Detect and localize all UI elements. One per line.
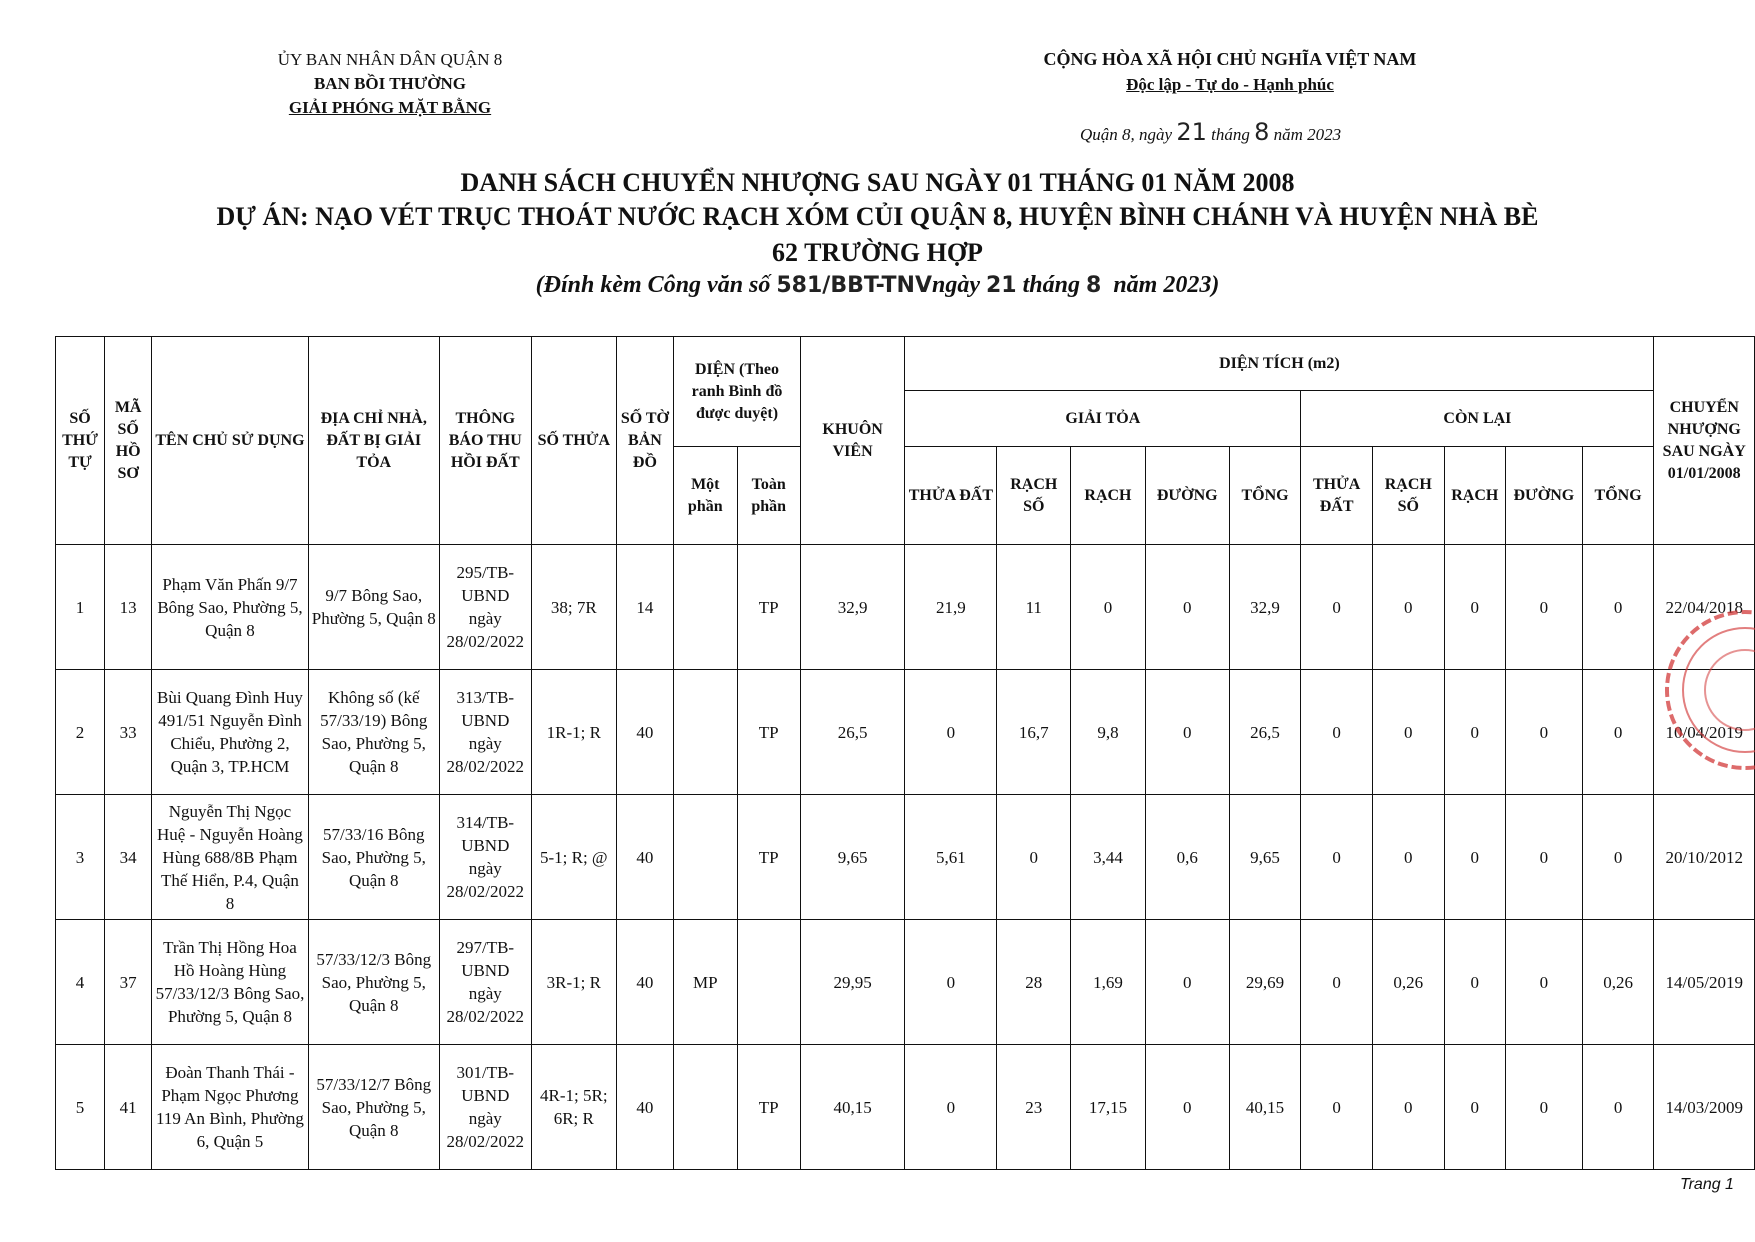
cell-gt-rach-so: 23 (997, 1045, 1071, 1170)
doc-attachment (0, 272, 1755, 299)
cell-ma: 41 (105, 1045, 152, 1170)
cell-so-to: 14 (616, 545, 673, 670)
cell-so-thua: 38; 7R (531, 545, 616, 670)
cell-gt-rach: 0 (1071, 545, 1146, 670)
header-con-lai: CÒN LẠI (1301, 391, 1654, 447)
cell-cl-rach-so: 0 (1372, 795, 1444, 920)
table-row (56, 920, 1755, 1045)
cell-cl-rach-so: 0 (1372, 670, 1444, 795)
cell-cl-rach-so: 0 (1372, 1045, 1444, 1170)
header-gt-thua-dat: THỬA ĐẤT (905, 447, 997, 545)
cell-gt-thua: 0 (905, 920, 997, 1045)
attachment-number: 581/BBT-TNV (776, 273, 932, 298)
cell-dia-chi: Không số (kế 57/33/19) Bông Sao, Phường 5, Quận 8 (308, 670, 439, 795)
cell-cl-thua: 0 (1301, 545, 1373, 670)
cell-stt: 1 (56, 545, 105, 670)
attachment-day: 21 (986, 273, 1017, 298)
cell-khuon-vien: 9,65 (800, 795, 904, 920)
cell-cl-duong: 0 (1505, 1045, 1582, 1170)
attachment-text-a: (Đính kèm Công văn số (535, 272, 771, 298)
header-cl-duong: ĐƯỜNG (1505, 447, 1582, 545)
cell-ngay: 10/04/2019 (1654, 670, 1755, 795)
cell-cl-duong: 0 (1505, 920, 1582, 1045)
cell-khuon-vien: 26,5 (800, 670, 904, 795)
cell-cl-rach-so: 0 (1372, 545, 1444, 670)
cell-ma: 34 (105, 795, 152, 920)
date-mid: tháng (1211, 125, 1250, 144)
table-row (56, 795, 1755, 920)
cell-dia-chi: 9/7 Bông Sao, Phường 5, Quận 8 (308, 545, 439, 670)
cell-stt: 3 (56, 795, 105, 920)
header-gt-duong: ĐƯỜNG (1145, 447, 1229, 545)
doc-project: DỰ ÁN: NẠO VÉT TRỤC THOÁT NƯỚC RẠCH XÓM CỦI QUẬN 8, HUYỆN BÌNH CHÁNH VÀ HUYỆN NHÀ BÈ (216, 202, 1539, 231)
cell-gt-thua: 5,61 (905, 795, 997, 920)
table-row (56, 670, 1755, 795)
doc-title: DANH SÁCH CHUYỂN NHƯỢNG SAU NGÀY 01 THÁNG 01 NĂM 2008 (460, 168, 1295, 197)
cell-ten: Bùi Quang Đình Huy 491/51 Nguyễn Đình Chiểu, Phường 2, Quận 3, TP.HCM (152, 670, 309, 795)
cell-gt-rach: 3,44 (1071, 795, 1146, 920)
cell-ngay: 22/04/2018 (1654, 545, 1755, 670)
cell-mot-phan (674, 670, 737, 795)
cell-gt-duong: 0 (1145, 920, 1229, 1045)
cell-gt-duong: 0,6 (1145, 795, 1229, 920)
cell-gt-tong: 32,9 (1229, 545, 1301, 670)
cell-ma: 37 (105, 920, 152, 1045)
cell-gt-rach-so: 16,7 (997, 670, 1071, 795)
header-thong-bao: THÔNG BÁO THU HỒI ĐẤT (439, 337, 531, 545)
cell-gt-tong: 40,15 (1229, 1045, 1301, 1170)
header-toan-phan: Toàn phần (737, 447, 800, 545)
cell-mot-phan (674, 1045, 737, 1170)
header-gt-rach: RẠCH (1071, 447, 1146, 545)
cell-ma: 13 (105, 545, 152, 670)
cell-thong-bao: 295/TB-UBND ngày 28/02/2022 (439, 545, 531, 670)
header-ma-ho-so: MÃ SỐ HỒ SƠ (105, 337, 152, 545)
cell-cl-thua: 0 (1301, 670, 1373, 795)
cell-stt: 2 (56, 670, 105, 795)
cell-cl-thua: 0 (1301, 920, 1373, 1045)
date-prefix: Quận 8, ngày (1080, 125, 1173, 144)
cell-toan-phan: TP (737, 670, 800, 795)
cell-ngay: 14/05/2019 (1654, 920, 1755, 1045)
cell-gt-tong: 29,69 (1229, 920, 1301, 1045)
cell-gt-thua: 0 (905, 1045, 997, 1170)
cell-thong-bao: 314/TB-UBND ngày 28/02/2022 (439, 795, 531, 920)
cell-so-to: 40 (616, 795, 673, 920)
cell-khuon-vien: 40,15 (800, 1045, 904, 1170)
cell-gt-rach-so: 28 (997, 920, 1071, 1045)
header-cl-thua-dat: THỬA ĐẤT (1301, 447, 1373, 545)
cell-cl-duong: 0 (1505, 545, 1582, 670)
header-dien: DIỆN (Theo ranh Bình đồ được duyệt) (674, 337, 801, 447)
cell-so-to: 40 (616, 670, 673, 795)
cell-mot-phan (674, 795, 737, 920)
issuer-header (240, 48, 540, 120)
cell-cl-tong: 0 (1582, 670, 1654, 795)
cell-toan-phan: TP (737, 1045, 800, 1170)
cell-mot-phan: MP (674, 920, 737, 1045)
cell-stt: 4 (56, 920, 105, 1045)
national-header (1030, 46, 1430, 98)
cell-thong-bao: 313/TB-UBND ngày 28/02/2022 (439, 670, 531, 795)
issuer-line-2: BAN BỒI THƯỜNG (313, 74, 467, 93)
cell-cl-tong: 0 (1582, 795, 1654, 920)
page-number: Trang 1 (1680, 1176, 1734, 1193)
cell-toan-phan: TP (737, 795, 800, 920)
cell-so-thua: 1R-1; R (531, 670, 616, 795)
cell-cl-tong: 0 (1582, 545, 1654, 670)
cell-cl-tong: 0 (1582, 1045, 1654, 1170)
national-motto: CỘNG HÒA XÃ HỘI CHỦ NGHĨA VIỆT NAM (1043, 49, 1417, 69)
issuer-line-3: GIẢI PHÓNG MẶT BẰNG (288, 98, 492, 117)
cell-cl-duong: 0 (1505, 670, 1582, 795)
date-month: 8 (1254, 118, 1270, 146)
doc-count: 62 TRƯỜNG HỢP (772, 238, 983, 267)
cell-cl-thua: 0 (1301, 1045, 1373, 1170)
cell-cl-rach: 0 (1444, 1045, 1505, 1170)
header-ten-chu: TÊN CHỦ SỬ DỤNG (152, 337, 309, 545)
national-subtitle: Độc lập - Tự do - Hạnh phúc (1126, 75, 1334, 94)
cell-gt-rach: 1,69 (1071, 920, 1146, 1045)
attachment-text-d: năm 2023) (1113, 272, 1220, 298)
cell-so-to: 40 (616, 920, 673, 1045)
cell-ten: Trần Thị Hồng Hoa Hồ Hoàng Hùng 57/33/12/3 Bông Sao, Phường 5, Quận 8 (152, 920, 309, 1045)
header-cl-rach-so: RẠCH SỐ (1372, 447, 1444, 545)
date-day: 21 (1176, 118, 1207, 146)
cell-gt-thua: 0 (905, 670, 997, 795)
header-stt: SỐ THỨ TỰ (56, 337, 105, 545)
cell-so-thua: 3R-1; R (531, 920, 616, 1045)
header-so-to: SỐ TỜ BẢN ĐỒ (616, 337, 673, 545)
table-row (56, 1045, 1755, 1170)
cell-thong-bao: 301/TB-UBND ngày 28/02/2022 (439, 1045, 531, 1170)
header-cl-tong: TỔNG (1582, 447, 1654, 545)
cell-toan-phan: TP (737, 545, 800, 670)
cell-cl-tong: 0,26 (1582, 920, 1654, 1045)
header-dien-tich: DIỆN TÍCH (m2) (905, 337, 1654, 391)
header-cl-rach: RẠCH (1444, 447, 1505, 545)
cell-cl-thua: 0 (1301, 795, 1373, 920)
cell-cl-rach: 0 (1444, 670, 1505, 795)
cell-dia-chi: 57/33/12/3 Bông Sao, Phường 5, Quận 8 (308, 920, 439, 1045)
cell-dia-chi: 57/33/12/7 Bông Sao, Phường 5, Quận 8 (308, 1045, 439, 1170)
cell-toan-phan (737, 920, 800, 1045)
cell-gt-duong: 0 (1145, 670, 1229, 795)
cell-ngay: 20/10/2012 (1654, 795, 1755, 920)
cell-gt-duong: 0 (1145, 1045, 1229, 1170)
cell-khuon-vien: 29,95 (800, 920, 904, 1045)
cell-mot-phan (674, 545, 737, 670)
cell-dia-chi: 57/33/16 Bông Sao, Phường 5, Quận 8 (308, 795, 439, 920)
cell-so-thua: 5-1; R; @ (531, 795, 616, 920)
cell-cl-rach-so: 0,26 (1372, 920, 1444, 1045)
cell-khuon-vien: 32,9 (800, 545, 904, 670)
header-dia-chi: ĐỊA CHỈ NHÀ, ĐẤT BỊ GIẢI TỎA (308, 337, 439, 545)
cell-gt-duong: 0 (1145, 545, 1229, 670)
table-row (56, 545, 1755, 670)
cell-gt-thua: 21,9 (905, 545, 997, 670)
cell-cl-rach: 0 (1444, 795, 1505, 920)
cell-gt-rach: 9,8 (1071, 670, 1146, 795)
attachment-month: 8 (1086, 273, 1102, 298)
issuer-line-1: ỦY BAN NHÂN DÂN QUẬN 8 (277, 50, 503, 69)
cell-gt-rach-so: 11 (997, 545, 1071, 670)
cell-cl-duong: 0 (1505, 795, 1582, 920)
cell-gt-rach-so: 0 (997, 795, 1071, 920)
attachment-text-c: tháng (1022, 272, 1080, 298)
date-line (1080, 118, 1500, 146)
header-khuon-vien: KHUÔN VIÊN (800, 337, 904, 545)
attachment-text-b: ngày (932, 272, 980, 298)
cell-ten: Nguyễn Thị Ngọc Huệ - Nguyễn Hoàng Hùng 688/8B Phạm Thế Hiển, P.4, Quận 8 (152, 795, 309, 920)
header-gt-tong: TỔNG (1229, 447, 1301, 545)
header-mot-phan: Một phần (674, 447, 737, 545)
cell-cl-rach: 0 (1444, 920, 1505, 1045)
header-gt-rach-so: RẠCH SỐ (997, 447, 1071, 545)
cell-ten: Đoàn Thanh Thái - Phạm Ngọc Phương 119 An Bình, Phường 6, Quận 5 (152, 1045, 309, 1170)
date-suffix: năm 2023 (1273, 125, 1342, 144)
cell-so-to: 40 (616, 1045, 673, 1170)
transfer-table (55, 336, 1755, 1170)
cell-cl-rach: 0 (1444, 545, 1505, 670)
cell-ngay: 14/03/2009 (1654, 1045, 1755, 1170)
cell-gt-tong: 26,5 (1229, 670, 1301, 795)
cell-thong-bao: 297/TB-UBND ngày 28/02/2022 (439, 920, 531, 1045)
header-giai-toa: GIẢI TỎA (905, 391, 1301, 447)
cell-ten: Phạm Văn Phấn 9/7 Bông Sao, Phường 5, Quận 8 (152, 545, 309, 670)
header-so-thua: SỐ THỬA (531, 337, 616, 545)
header-chuyen-nhuong: CHUYỂN NHƯỢNG SAU NGÀY 01/01/2008 (1654, 337, 1755, 545)
cell-gt-tong: 9,65 (1229, 795, 1301, 920)
cell-ma: 33 (105, 670, 152, 795)
cell-so-thua: 4R-1; 5R; 6R; R (531, 1045, 616, 1170)
cell-gt-rach: 17,15 (1071, 1045, 1146, 1170)
cell-stt: 5 (56, 1045, 105, 1170)
